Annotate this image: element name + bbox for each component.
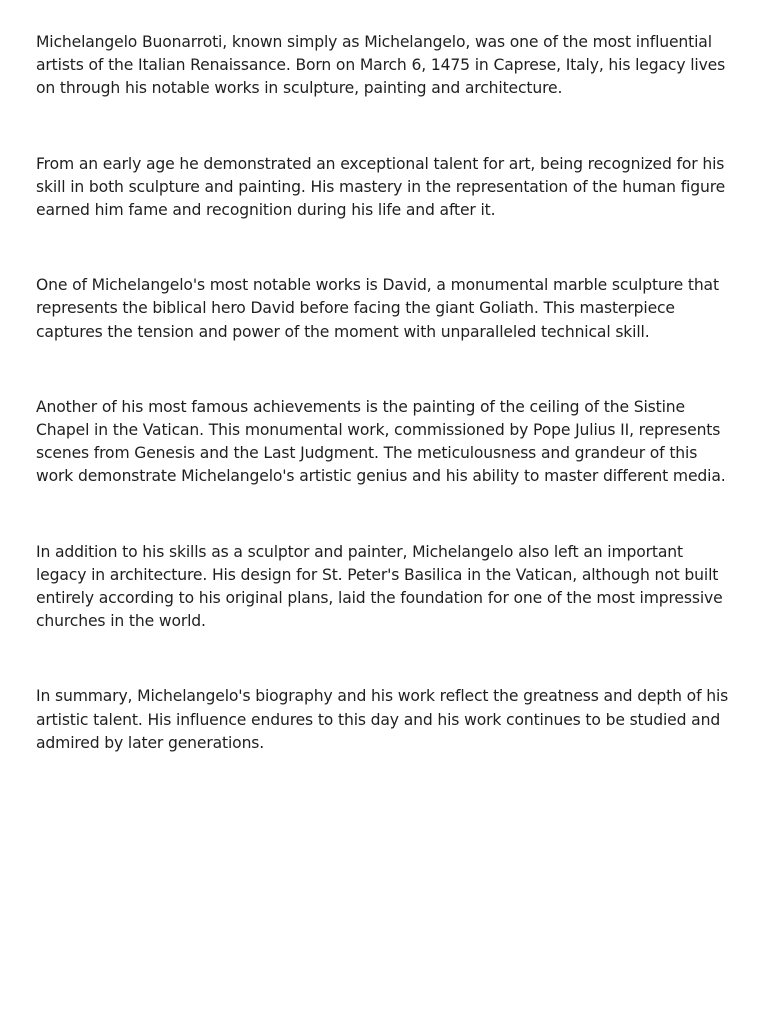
paragraph-summary: In summary, Michelangelo's biography and his work reflect the greatness and depth of his artistic talent. His influence endures to this day and his work continues to be studied and admired by later generations.	[36, 687, 729, 752]
paragraph-david: One of Michelangelo's most notable works is David, a monumental marble sculpture that represents the biblical hero David before facing the giant Goliath. This masterpiece captures the tension and power of the moment with unparalleled technical skill.	[36, 276, 719, 341]
paragraph-intro: Michelangelo Buonarroti, known simply as Michelangelo, was one of the most influential artists of the Italian Renaissance. Born on March 6, 1475 in Caprese, Italy, his legacy lives on through his notable works in sculpture, painting and architecture.	[36, 33, 726, 98]
paragraph-sistine-chapel: Another of his most famous achievements is the painting of the ceiling of the Sistine Chapel in the Vatican. This monumental work, commissioned by Pope Julius II, represents scenes from Genesis and the Last Judgment. The meticulousness and grandeur of this work demonstrate Michelangelo's artistic genius and his ability to master different media.	[36, 397, 726, 486]
paragraph-early-talent: From an early age he demonstrated an exceptional talent for art, being recognized for his skill in both sculpture and painting. His mastery in the representation of the human figure earned him fame and recognition during his life and after it.	[36, 154, 726, 220]
paragraph-architecture: In addition to his skills as a sculptor and painter, Michelangelo also left an important legacy in architecture. His design for St. Peter's Basilica in the Vatican, although not built entirely according to his original plans, laid the foundation for one of the most impressive churches in the world.	[36, 542, 723, 631]
document-body	[36, 31, 736, 807]
